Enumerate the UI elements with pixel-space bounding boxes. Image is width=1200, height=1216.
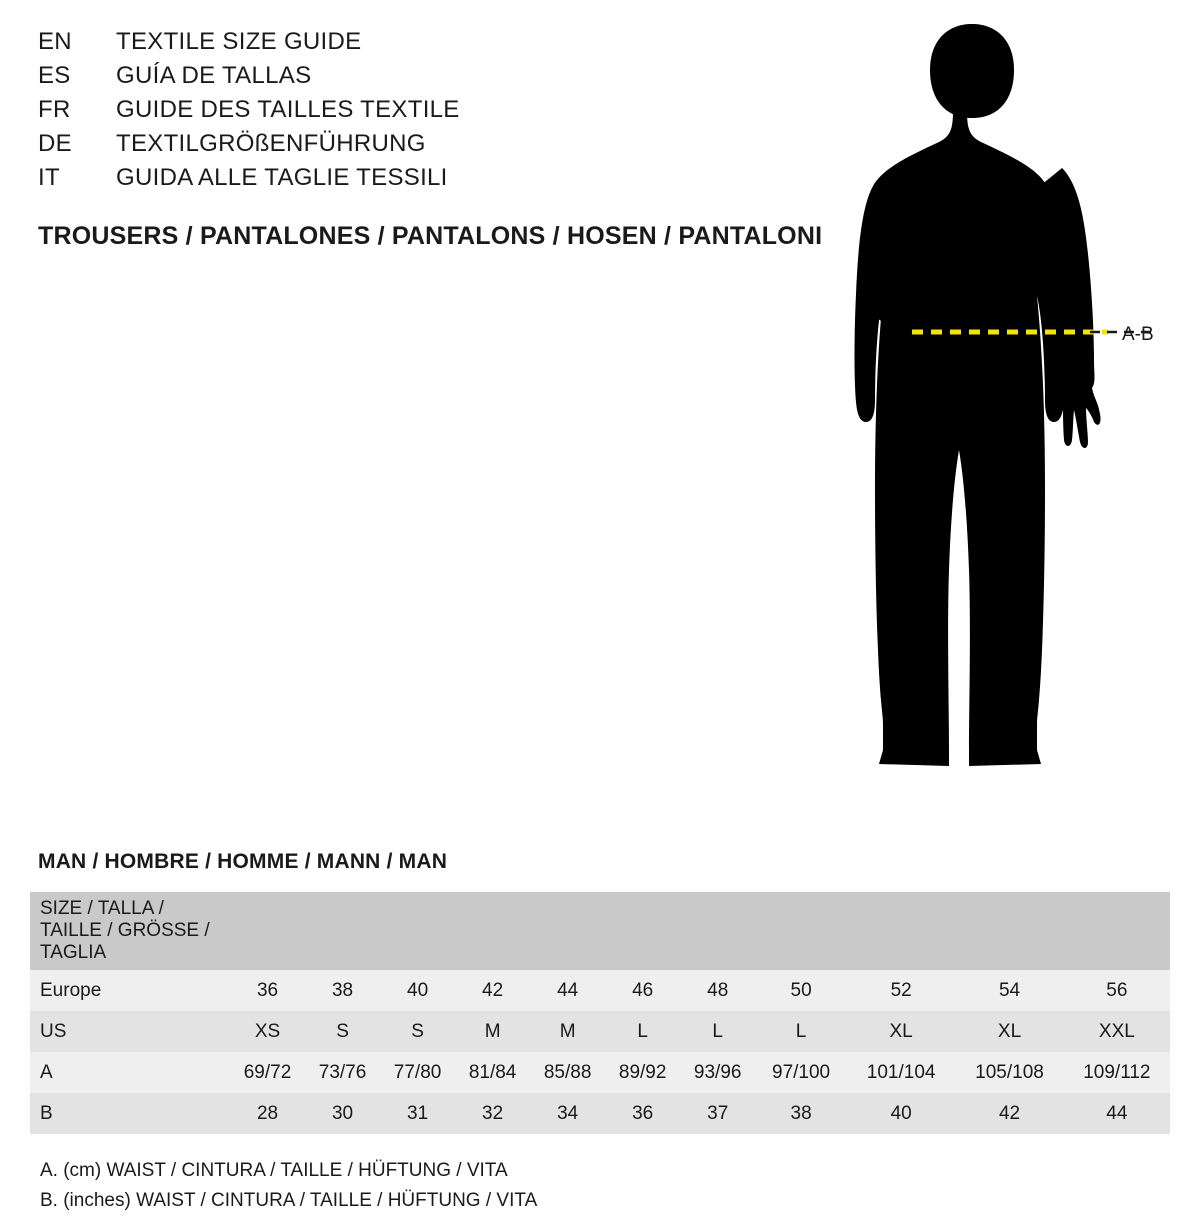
table-cell: 85/88 [530, 1052, 605, 1093]
table-cell: 34 [530, 1093, 605, 1134]
table-cell: 81/84 [455, 1052, 530, 1093]
table-cell: 44 [1064, 1093, 1170, 1134]
table-header-spacer [380, 892, 455, 970]
table-header-spacer [847, 892, 955, 970]
table-header-spacer [680, 892, 755, 970]
table-cell: 97/100 [755, 1052, 847, 1093]
table-header-spacer [530, 892, 605, 970]
table-row [30, 1093, 1170, 1134]
table-header-spacer [955, 892, 1063, 970]
table-cell: 30 [305, 1093, 380, 1134]
table-cell: XL [847, 1011, 955, 1052]
table-cell: 46 [605, 970, 680, 1011]
measure-label-ab: A-B [1122, 324, 1154, 345]
table-cell: 31 [380, 1093, 455, 1134]
table-cell: 73/76 [305, 1052, 380, 1093]
language-text: TEXTILGRÖßENFÜHRUNG [116, 130, 426, 157]
language-text: GUIDA ALLE TAGLIE TESSILI [116, 164, 448, 191]
language-row [38, 62, 798, 96]
table-header-spacer [455, 892, 530, 970]
language-row [38, 28, 798, 62]
language-row [38, 130, 798, 164]
table-cell: 77/80 [380, 1052, 455, 1093]
table-cell: S [305, 1011, 380, 1052]
table-cell: 109/112 [1064, 1052, 1170, 1093]
table-row [30, 1052, 1170, 1093]
table-header-spacer [605, 892, 680, 970]
table-cell: 105/108 [955, 1052, 1063, 1093]
row-label: US [30, 1011, 230, 1052]
table-cell: XXL [1064, 1011, 1170, 1052]
table-cell: 93/96 [680, 1052, 755, 1093]
row-label: B [30, 1093, 230, 1134]
table-cell: M [455, 1011, 530, 1052]
table-cell: 54 [955, 970, 1063, 1011]
table-cell: S [380, 1011, 455, 1052]
table-cell: 50 [755, 970, 847, 1011]
language-code: EN [38, 28, 72, 55]
row-label: Europe [30, 970, 230, 1011]
table-cell: 52 [847, 970, 955, 1011]
figure-illustration [790, 10, 1190, 800]
table-cell: 40 [380, 970, 455, 1011]
table-cell: M [530, 1011, 605, 1052]
table-cell: 69/72 [230, 1052, 305, 1093]
table-cell: L [755, 1011, 847, 1052]
size-table [30, 892, 1170, 1134]
table-footnotes [40, 1156, 1170, 1216]
table-cell: 56 [1064, 970, 1170, 1011]
language-code: DE [38, 130, 72, 157]
language-code: IT [38, 164, 60, 191]
table-row [30, 1011, 1170, 1052]
table-cell: 42 [955, 1093, 1063, 1134]
table-cell: XL [955, 1011, 1063, 1052]
footnote-a: A. (cm) WAIST / CINTURA / TAILLE / HÜFTUNG / VITA [40, 1160, 508, 1181]
table-cell: 42 [455, 970, 530, 1011]
table-cell: L [605, 1011, 680, 1052]
male-silhouette-icon [790, 10, 1190, 800]
language-row [38, 164, 798, 198]
table-cell: 36 [230, 970, 305, 1011]
garment-type-title: TROUSERS / PANTALONES / PANTALONS / HOSEN / PANTALONI [38, 222, 823, 250]
table-cell: 101/104 [847, 1052, 955, 1093]
table-section-title: MAN / HOMBRE / HOMME / MANN / MAN [38, 850, 448, 873]
size-table-section [30, 850, 1170, 1216]
table-header-spacer [305, 892, 380, 970]
footnote-b: B. (inches) WAIST / CINTURA / TAILLE / HÜFTUNG / VITA [40, 1190, 538, 1211]
language-code: FR [38, 96, 71, 123]
language-title-block [38, 28, 798, 198]
table-cell: 36 [605, 1093, 680, 1134]
language-code: ES [38, 62, 71, 89]
table-cell: 38 [755, 1093, 847, 1134]
table-cell: 32 [455, 1093, 530, 1134]
table-cell: 40 [847, 1093, 955, 1134]
table-header-spacer [755, 892, 847, 970]
table-header-label: SIZE / TALLA / TAILLE / GRÖSSE / TAGLIA [30, 892, 230, 970]
table-header-spacer [230, 892, 305, 970]
language-text: GUÍA DE TALLAS [116, 62, 312, 89]
language-row [38, 96, 798, 130]
table-cell: 48 [680, 970, 755, 1011]
table-header-row [30, 892, 1170, 970]
row-label: A [30, 1052, 230, 1093]
language-text: TEXTILE SIZE GUIDE [116, 28, 362, 55]
table-cell: 44 [530, 970, 605, 1011]
table-cell: 28 [230, 1093, 305, 1134]
table-row [30, 970, 1170, 1011]
table-cell: 37 [680, 1093, 755, 1134]
table-cell: 89/92 [605, 1052, 680, 1093]
table-header-spacer [1064, 892, 1170, 970]
table-cell: 38 [305, 970, 380, 1011]
language-text: GUIDE DES TAILLES TEXTILE [116, 96, 460, 123]
table-cell: L [680, 1011, 755, 1052]
table-cell: XS [230, 1011, 305, 1052]
